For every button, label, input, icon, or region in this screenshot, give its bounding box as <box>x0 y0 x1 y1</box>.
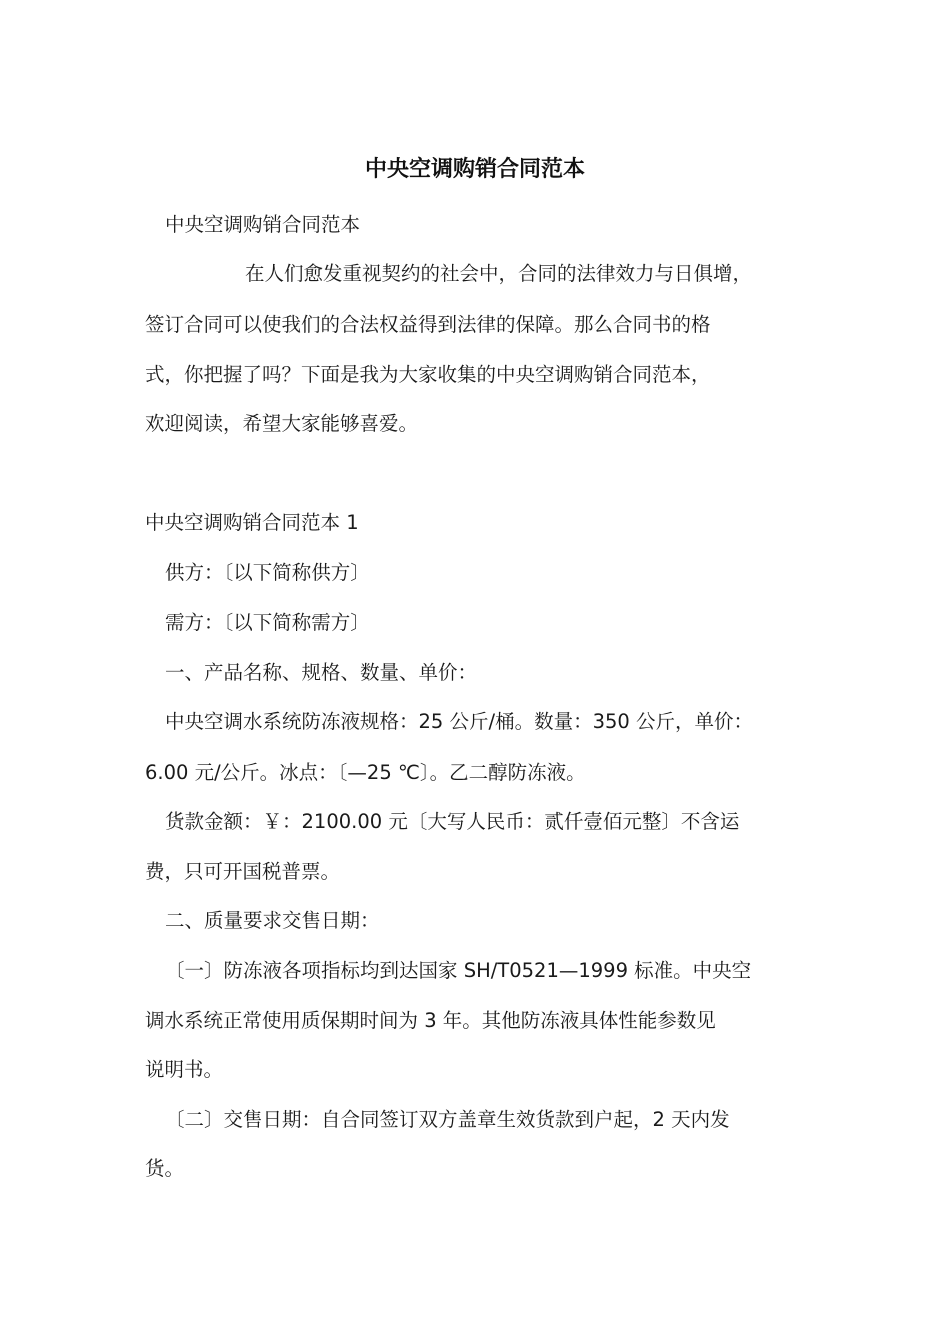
product-line-2: 6.00 元/公斤。冰点：〔—25 ℃〕。乙二醇防冻液。 <box>145 761 586 784</box>
delivery-line-2: 货。 <box>145 1157 185 1180</box>
document-title: 中央空调购销合同范本 <box>364 157 585 182</box>
quality-line-3: 说明书。 <box>145 1058 224 1081</box>
clause-two-heading: 二、质量要求交售日期： <box>165 909 380 932</box>
intro-line-2: 签订合同可以使我们的合法权益得到法律的保障。那么合同书的格 <box>145 313 711 336</box>
quality-line-1: 〔一〕防冻液各项指标均到达国家 SH/T0521—1999 标准。中央空 <box>165 959 752 982</box>
payment-line-1: 货款金额：￥：2100.00 元〔大写人民币：贰仟壹佰元整〕不含运 <box>165 810 740 833</box>
delivery-line-1: 〔二〕交售日期：自合同签订双方盖章生效货款到户起，2 天内发 <box>165 1108 730 1131</box>
section-heading: 中央空调购销合同范本 1 <box>145 511 359 534</box>
intro-line-3: 式，你把握了吗？下面是我为大家收集的中央空调购销合同范本， <box>145 363 711 386</box>
product-line-1: 中央空调水系统防冻液规格：25 公斤/桶。数量：350 公斤，单价： <box>165 710 753 733</box>
buyer-line: 需方：〔以下简称需方〕 <box>165 611 370 634</box>
intro-line-4: 欢迎阅读，希望大家能够喜爱。 <box>145 412 419 435</box>
quality-line-2: 调水系统正常使用质保期时间为 3 年。其他防冻液具体性能参数见 <box>145 1009 716 1032</box>
clause-one-heading: 一、产品名称、规格、数量、单价： <box>165 661 478 684</box>
intro-line-1: 在人们愈发重视契约的社会中，合同的法律效力与日俱增， <box>245 262 753 285</box>
payment-line-2: 费，只可开国税普票。 <box>145 860 341 883</box>
subtitle-line: 中央空调购销合同范本 <box>165 213 361 236</box>
supplier-line: 供方：〔以下简称供方〕 <box>165 561 370 584</box>
